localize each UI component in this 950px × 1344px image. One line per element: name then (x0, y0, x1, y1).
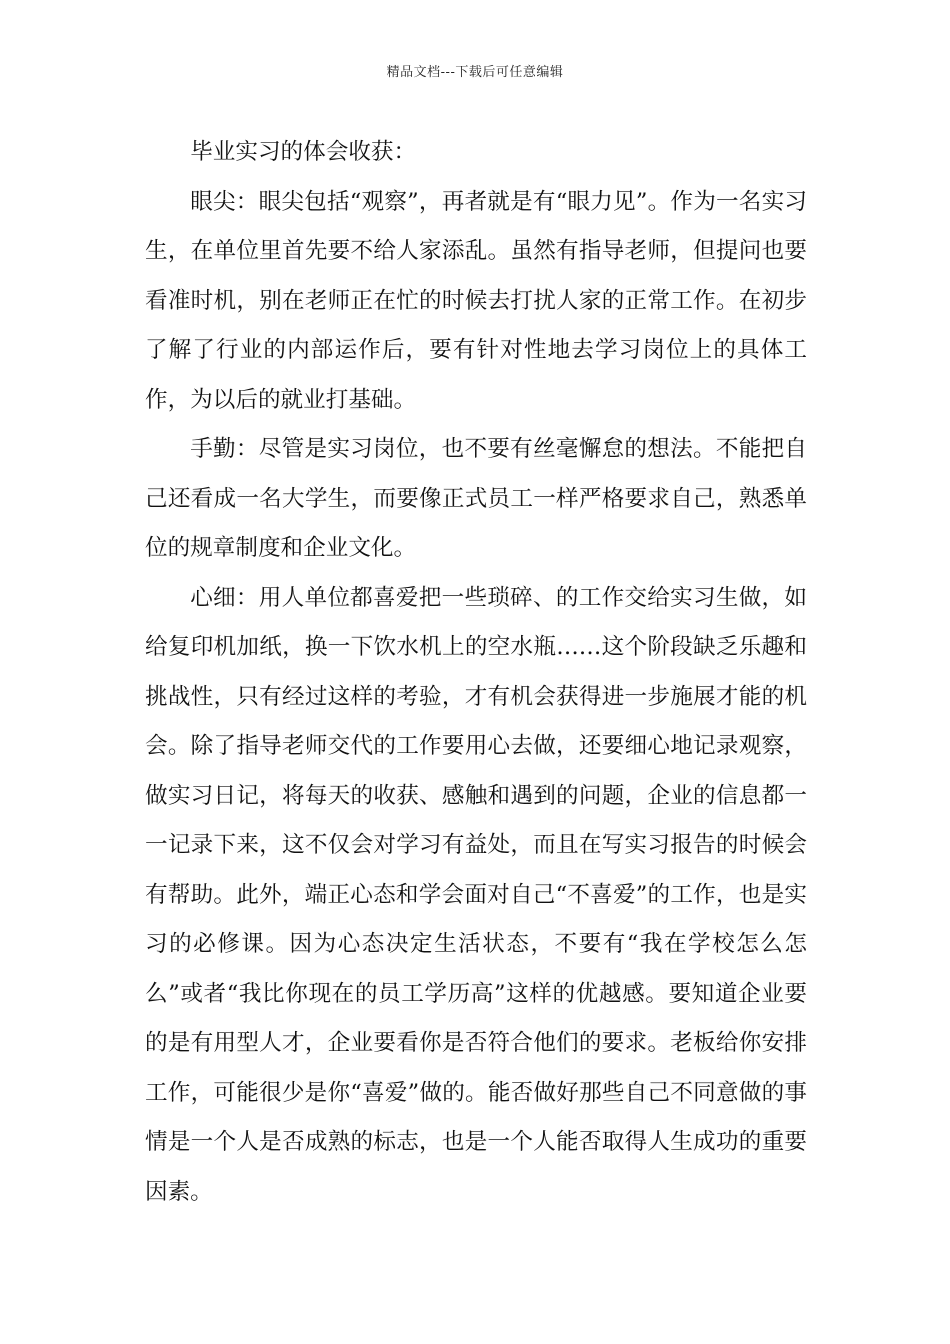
paragraph-hands: 手勤：尽管是实习岗位，也不要有丝毫懈怠的想法。不能把自己还看成一名大学生，而要像正式员工一样严格要求自己，熟悉单位的规章制度和企业文化。 (145, 436, 807, 561)
paragraph-mind: 心细：用人单位都喜爱把一些琐碎、的工作交给实习生做，如给复印机加纸，换一下饮水机上的空水瓶……这个阶段缺乏乐趣和挑战性，只有经过这样的考验，才有机会获得进一步施展才能的机会。除了指导老师交代的工作要用心去做，还要细心地记录观察，做实习日记，将每天的收获、感触和遇到的问题，企业的信息都一一记录下来，这不仅会对学习有益处，而且在写实习报告的时候会有帮助。此外，端正心态和学会面对自己“不喜爱”的工作，也是实习的必修课。因为心态决定生活状态，不要有“我在学校怎么怎么”或者“我比你现在的员工学历高”这样的优越感。要知道企业要的是有用型人才，企业要看你是否符合他们的要求。老板给你安排工作，可能很少是你“喜爱”做的。能否做好那些自己不同意做的事情是一个人是否成熟的标志，也是一个人能否取得人生成功的重要因素。 (145, 584, 807, 1205)
document-title: 毕业实习的体会收获： (190, 139, 417, 165)
page-header: 精品文档---下载后可任意编辑 (386, 65, 564, 80)
paragraph-eyes: 眼尖：眼尖包括“观察”，再者就是有“眼力见”。作为一名实习生，在单位里首先要不给人家添乱。虽然有指导老师，但提问也要看准时机，别在老师正在忙的时候去打扰人家的正常工作。在初步了解了行业的内部运作后，要有针对性地去学习岗位上的具体工作，为以后的就业打基础。 (145, 188, 807, 413)
document-body (145, 128, 807, 1217)
